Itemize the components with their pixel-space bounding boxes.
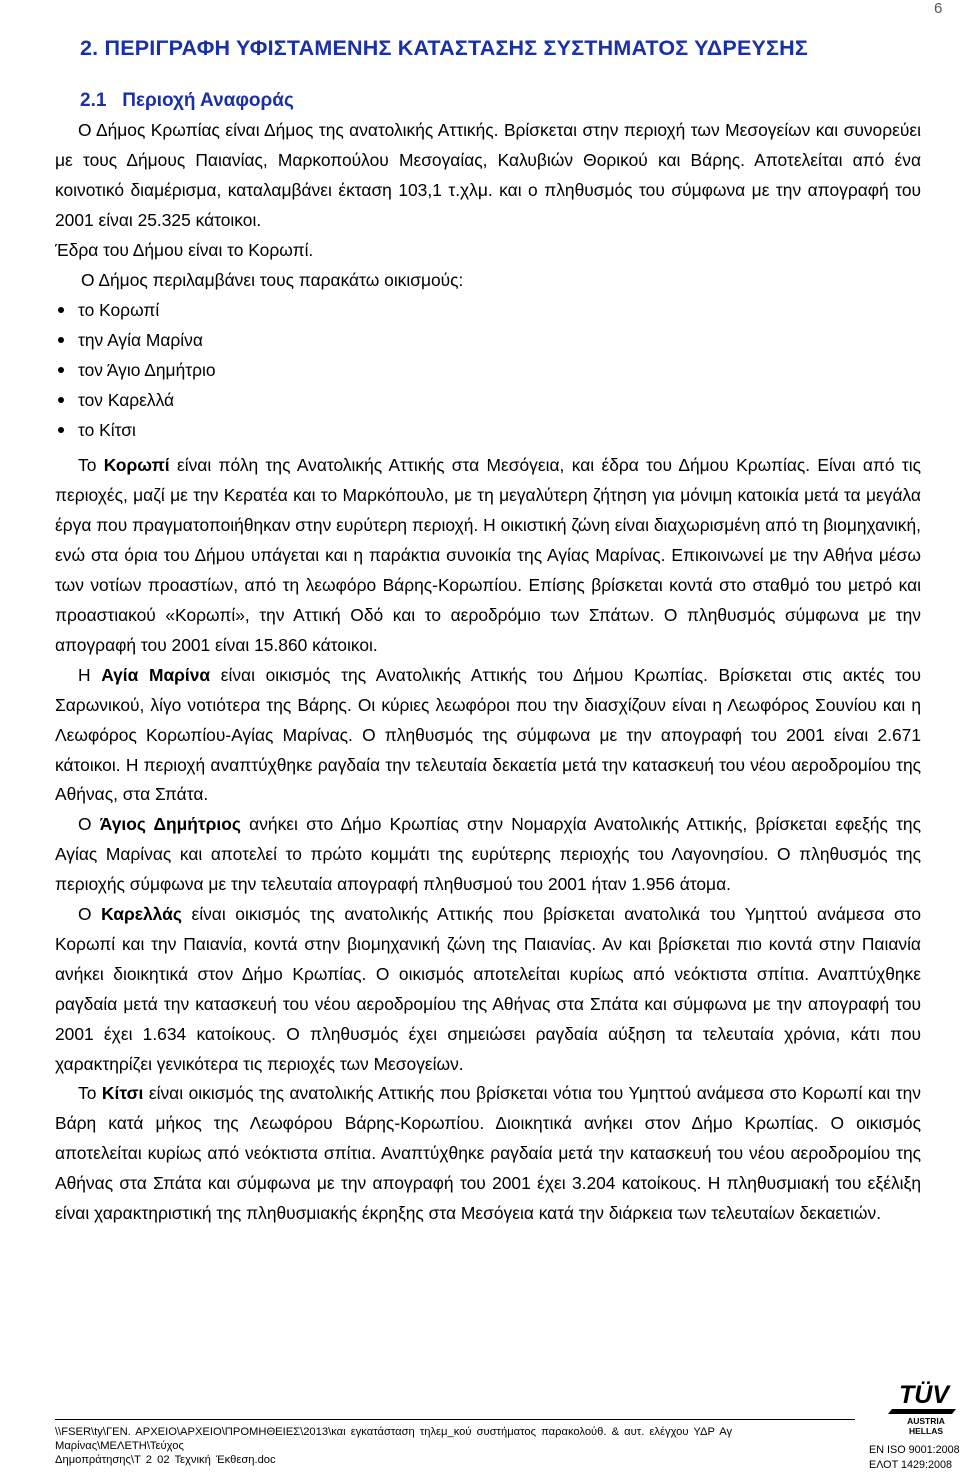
cert-iso: EN ISO 9001:2008 — [869, 1444, 960, 1456]
subsection-title: 2.1 Περιοχή Αναφοράς — [80, 90, 294, 111]
list-item: τον Καρελλά — [55, 385, 921, 415]
page-number: 6 — [934, 0, 943, 17]
karellas-paragraph — [55, 900, 921, 1079]
karellas-text: είναι οικισμός της ανατολικής Αττικής που βρίσκεται ανατολικά του Υμηττού ανάμεσα στο Κορωπί και την Παιανία, κοντά στην βιομηχανική ζώνη της Παιανίας. Αν και βρίσκεται πιο κοντά στην Παιανία ανήκει διοικητικά στον Δήμο Κρωπίας. Ο οικισμός αποτελείται κυρίως από νεόκτιστα σπίτια. Αναπτύχθηκε ραγδαία μετά την κατασκευή του νέου αεροδρομίου της Αθήνας στα Σπάτα και σύμφωνα με την απογραφή του 2001 έχει 1.634 κατοίκους. Ο πληθυσμός έχει σημειώσει ραγδαία αύξηση τα τελευταία χρόνια, κάτι που χαρακτηρίζει γενικότερα τις περιοχές των Μεσογείων. — [55, 904, 922, 1074]
file-path-line2: Δημοπράτησης\Τ 2 02 Τεχνική Έκθεση.doc — [55, 1454, 276, 1466]
seat-paragraph: Έδρα του Δήμου είναι το Κορωπί. — [55, 239, 314, 260]
section-title: 2. ΠΕΡΙΓΡΑΦΗ ΥΦΙΣΤΑΜΕΝΗΣ ΚΑΤΑΣΤΑΣΗΣ ΣΥΣΤΗΜΑΤΟΣ ΥΔΡΕΥΣΗΣ — [80, 36, 808, 60]
kitsi-paragraph — [55, 1079, 921, 1229]
settlement-list — [55, 295, 921, 445]
agia-marina-paragraph — [55, 661, 921, 811]
list-intro: Ο Δήμος περιλαμβάνει τους παρακάτω οικισμούς: — [81, 269, 464, 290]
footer-divider — [55, 1419, 855, 1420]
list-item: την Αγία Μαρίνα — [55, 325, 921, 355]
cert-elot: ΕΛΟΤ 1429:2008 — [869, 1458, 953, 1471]
list-item: το Κορωπί — [55, 295, 921, 325]
logo-brand: TÜV — [899, 1381, 949, 1409]
agia-marina-name: Αγία Μαρίνα — [101, 664, 211, 685]
agia-marina-lead: Η — [78, 664, 102, 685]
karellas-lead: Ο — [78, 904, 102, 925]
koropi-paragraph — [55, 451, 921, 660]
certifications — [869, 1443, 959, 1472]
agios-dimitrios-lead: Ο — [78, 814, 100, 835]
tuv-austria-hellas-logo — [888, 1379, 960, 1437]
agia-marina-text: είναι οικισμός της Ανατολικής Αττικής του Δήμου Κρωπίας. Βρίσκεται στις ακτές του Σαρωνικού, λίγο νοτιότερα της Βάρης. Οι κύριες λεωφόροι που την διασχίζουν είναι η Λεωφόρος Σουνίου και η Λεωφόρος Κορωπίου-Αγίας Μαρίνας. Ο πληθυσμός της σύμφωνα με την απογραφή του 2001 είναι 2.671 κάτοικοι. Η περιοχή αναπτύχθηκε ραγδαία την τελευταία δεκαετία μετά την κατασκευή του νέου αεροδρομίου της Αθήνας, στα Σπάτα. — [55, 664, 921, 805]
logo-bar — [888, 1409, 956, 1414]
koropi-lead: Το — [78, 455, 104, 476]
list-item: το Κίτσι — [55, 415, 921, 445]
koropi-text: είναι πόλη της Ανατολικής Αττικής στα Μεσόγεια, και έδρα του Δήμου Κρωπίας. Είναι από τις περιοχές, μαζί με την Κερατέα και το Μαρκόπουλο, με τη μεγαλύτερη ζήτηση για μόνιμη κατοικία μετά τα μεγάλα έργα που πραγματοποιήθηκαν στην ευρύτερη περιοχή. Η οικιστική ζώνη είναι διαχωρισμένη από τη βιομηχανική, ενώ στα όρια του Δήμου υπάγεται και η παράκτια συνοικία της Αγίας Μαρίνας. Επικοινωνεί με την Αθήνα μέσω των νοτίων προαστίων, από τη λεωφόρο Βάρης-Κορωπίου. Επίσης βρίσκεται κοντά στο σταθμό του μετρό και προαστιακού «Κορωπί», την Αττική Οδό και το αεροδρόμιο των Σπάτων. Ο πληθυσμός σύμφωνα με την απογραφή του 2001 είναι 15.860 κάτοικοι. — [55, 455, 922, 655]
list-item: τον Άγιο Δημήτριο — [55, 355, 921, 385]
kitsi-name: Κίτσι — [101, 1083, 144, 1104]
kitsi-lead: Το — [78, 1083, 102, 1104]
page-footer — [55, 1381, 960, 1474]
logo-country2: HELLAS — [909, 1426, 943, 1436]
karellas-name: Καρελλάς — [101, 904, 182, 925]
agios-dimitrios-paragraph — [55, 810, 921, 900]
intro-paragraph: Ο Δήμος Κρωπίας είναι Δήμος της ανατολικής Αττικής. Βρίσκεται στην περιοχή των Μεσογείων και συνορεύει με τους Δήμους Παιανίας, Μαρκοπούλου Μεσογαίας, Καλυβιών Θορικού και Βάρης. Αποτελείται από ένα κοινοτικό διαμέρισμα, καταλαμβάνει έκταση 103,1 τ.χλμ. και ο πληθυσμός του σύμφωνα με την απογραφή του 2001 είναι 25.325 κάτοικοι. — [55, 120, 921, 230]
agios-dimitrios-name: Άγιος Δημήτριος — [99, 814, 241, 835]
logo-country1: AUSTRIA — [907, 1416, 945, 1426]
document-body — [55, 116, 921, 1229]
kitsi-text: είναι οικισμός της ανατολικής Αττικής που βρίσκεται νότια του Υμηττού ανάμεσα στο Κορωπί και την Βάρη κατά μήκος της Λεωφόρου Βάρης-Κορωπίου. Διοικητικά ανήκει στον Δήμο Κρωπίας. Ο οικισμός αποτελείται κυρίως από νεόκτιστα σπίτια. Αναπτύχθηκε ραγδαία μετά την κατασκευή του νέου αεροδρομίου της Αθήνας στα Σπάτα και σύμφωνα με την απογραφή του 2001 έχει 3.204 κατοίκους. Η πληθυσμιακή του εξέλιξη είναι χαρακτηριστική της πληθυσμιακής έκρηξης στα Μεσόγεια κατά την διάρκεια των τελευταίων δεκαετιών. — [55, 1083, 922, 1224]
file-path-line1: \\FSER\ty\ΓΕΝ. ΑΡΧΕΙΟ\ΑΡΧΕΙΟ\ΠΡΟΜΗΘΕΙΕΣ\2013\και εγκατάσταση τηλεμ_κού συστήματος παρακολούθ. & αυτ. ελέγχου ΥΔΡ Αγ Μαρίνας\ΜΕΛΕΤΗ\Τεύχος — [55, 1426, 733, 1452]
file-path — [55, 1425, 855, 1467]
koropi-name: Κορωπί — [103, 455, 170, 476]
agios-dimitrios-text: ανήκει στο Δήμο Κρωπίας στην Νομαρχία Ανατολικής Αττικής, βρίσκεται εφεξής της Αγίας Μαρίνας και αποτελεί το πρώτο κομμάτι της ευρύτερης περιοχής του Λαγονησίου. Ο πληθυσμός της περιοχής σύμφωνα με την τελευταία απογραφή πληθυσμού του 2001 ήταν 1.956 άτομα. — [55, 814, 921, 895]
